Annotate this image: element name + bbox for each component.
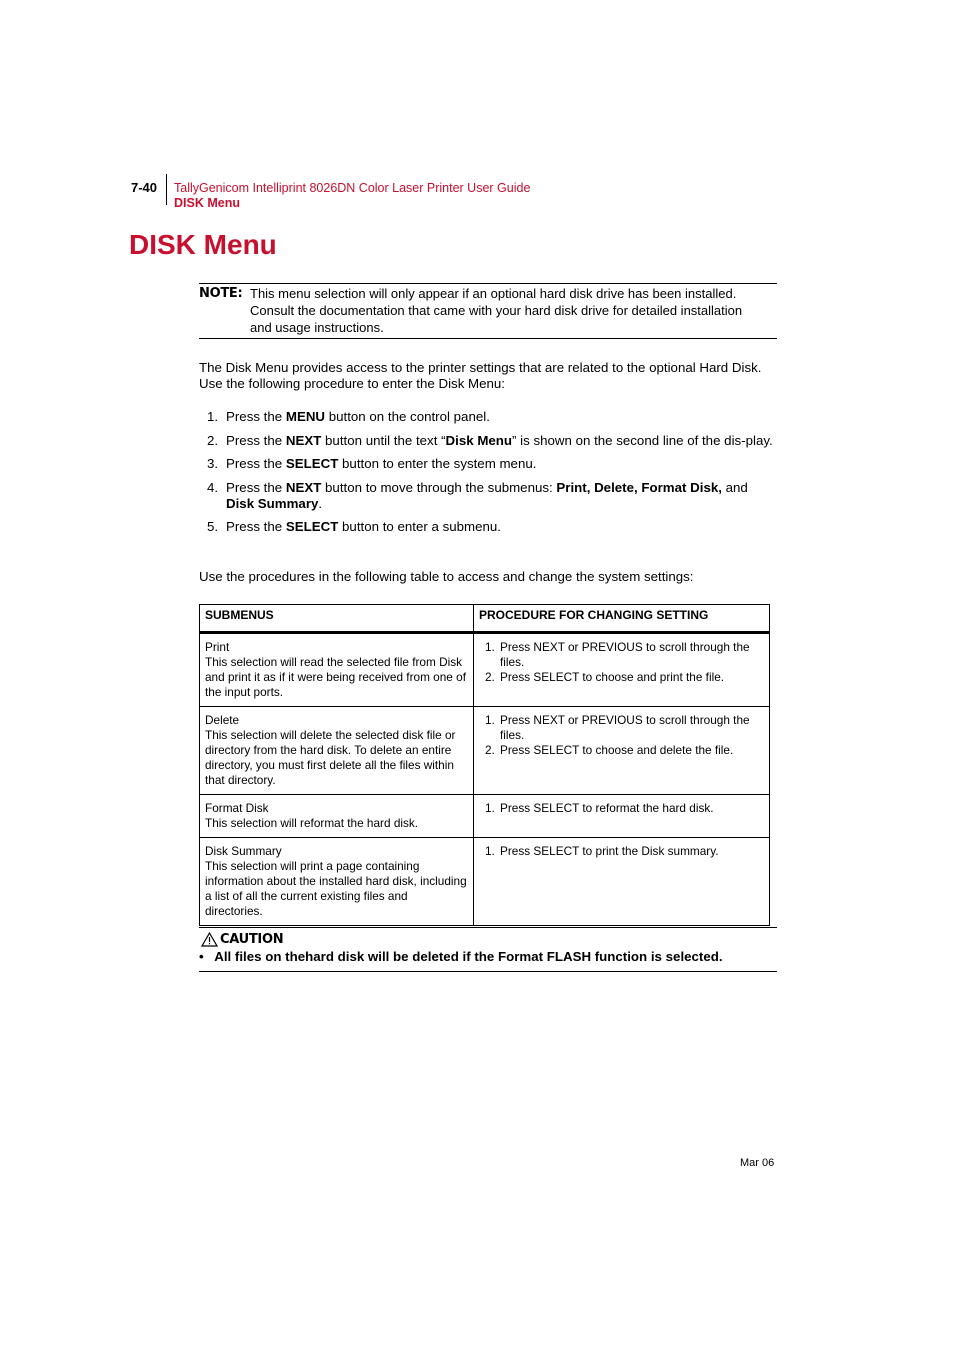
step-text: Press the — [226, 479, 286, 495]
warning-triangle-icon — [201, 932, 218, 947]
caution-message: All files on thehard disk will be deleted if the Format FLASH function is selected. — [214, 949, 723, 964]
procedure-cell — [474, 795, 770, 838]
procedure-step-number: 1. — [485, 713, 495, 727]
header-divider — [166, 174, 167, 205]
procedure-list — [485, 713, 763, 758]
step-item — [199, 433, 779, 449]
procedure-step-text: Press SELECT to choose and print the file. — [500, 670, 725, 684]
step-item — [199, 480, 779, 512]
procedure-step-text: Press NEXT or PREVIOUS to scroll through the files. — [500, 713, 750, 742]
step-keyword: NEXT — [285, 432, 322, 448]
note-text: This menu selection will only appear if an optional hard disk drive has been installed. Consult the documentation that came with your hard disk drive for detailed installation and usage instructions. — [250, 286, 743, 335]
submenu-description: This selection will reformat the hard disk. — [205, 816, 419, 830]
procedure-step — [485, 670, 763, 685]
caution-bottom-rule — [199, 971, 777, 972]
step-number: 1. — [207, 409, 219, 424]
table-header-procedure: PROCEDURE FOR CHANGING SETTING — [474, 605, 770, 633]
procedure-steps — [199, 409, 779, 543]
submenu-description: This selection will print a page containing information about the installed hard disk, including a list of all the current existing files and directories. — [205, 859, 467, 918]
submenu-name: Disk Summary — [205, 844, 282, 858]
step-text: button to move through the submenus: — [321, 479, 557, 495]
procedure-step — [485, 743, 763, 758]
procedure-list — [485, 844, 763, 859]
caution-bullet: • — [199, 949, 204, 964]
step-item — [199, 456, 779, 472]
procedure-step-text: Press SELECT to print the Disk summary. — [500, 844, 719, 858]
submenu-cell — [200, 838, 474, 926]
submenu-cell — [200, 633, 474, 707]
header-section: DISK Menu — [174, 196, 240, 210]
submenu-description: This selection will read the selected file from Disk and print it as if it were being received from one of the input ports. — [205, 655, 466, 699]
step-keyword: NEXT — [285, 479, 322, 495]
procedure-cell — [474, 633, 770, 707]
submenu-name: Print — [205, 640, 230, 654]
caution-text — [199, 949, 723, 964]
step-text: . — [318, 495, 323, 511]
table-header-submenus: SUBMENUS — [200, 605, 474, 633]
procedure-step-text: Press SELECT to reformat the hard disk. — [500, 801, 714, 815]
step-item — [199, 519, 779, 535]
procedure-step-number: 1. — [485, 640, 495, 654]
table-row — [200, 795, 770, 838]
step-text: Press the — [226, 519, 286, 534]
procedure-step — [485, 844, 763, 859]
procedure-step-number: 1. — [485, 801, 495, 815]
step-text: button to enter the system menu. — [338, 456, 537, 471]
table-header-row — [200, 605, 770, 633]
caution-top-rule — [199, 927, 777, 928]
procedure-step-text: Press SELECT to choose and delete the file. — [500, 743, 734, 757]
table-row — [200, 707, 770, 795]
step-text: button until the text “ — [321, 432, 446, 448]
step-text: Press the — [226, 432, 286, 448]
note-label: NOTE: — [199, 286, 243, 301]
procedure-list — [485, 801, 763, 816]
procedure-step — [485, 640, 763, 670]
caution-heading — [201, 932, 283, 947]
procedure-cell — [474, 707, 770, 795]
step-text: button to enter a submenu. — [338, 519, 501, 534]
guide-title: TallyGenicom Intelliprint 8026DN Color Laser Printer User Guide — [174, 181, 531, 195]
submenu-description: This selection will delete the selected disk file or directory from the hard disk. To delete an entire directory, you must first delete all the files within that directory. — [205, 728, 456, 787]
procedure-step — [485, 713, 763, 743]
submenu-name: Format Disk — [205, 801, 269, 815]
note-bottom-rule — [199, 338, 777, 339]
submenu-cell — [200, 795, 474, 838]
procedure-list — [485, 640, 763, 685]
footer-date: Mar 06 — [740, 1157, 775, 1169]
step-keyword: Disk Summary — [226, 495, 319, 511]
step-keyword: MENU — [285, 409, 326, 424]
table-row — [200, 633, 770, 707]
step-text: Press the — [226, 456, 286, 471]
procedure-step-number: 2. — [485, 670, 495, 684]
step-text: ” is shown on the second line of the dis-play. — [512, 432, 773, 448]
step-item — [199, 409, 779, 425]
step-keyword: SELECT — [285, 519, 339, 534]
step-number: 4. — [207, 479, 219, 495]
step-number: 2. — [207, 432, 219, 448]
caution-label: CAUTION — [220, 932, 284, 947]
procedure-cell — [474, 838, 770, 926]
step-keyword: Print, Delete, Format Disk, — [556, 479, 722, 495]
table-row — [200, 838, 770, 926]
step-number: 5. — [207, 519, 219, 534]
procedure-step-number: 2. — [485, 743, 495, 757]
submenu-cell — [200, 707, 474, 795]
procedure-step — [485, 801, 763, 816]
step-number: 3. — [207, 456, 219, 471]
page-number: 7-40 — [131, 180, 158, 195]
note-top-rule — [199, 283, 777, 284]
submenu-table — [199, 604, 770, 926]
step-keyword: SELECT — [285, 456, 339, 471]
step-text: and — [721, 479, 748, 495]
step-text: Press the — [226, 409, 286, 424]
page-title: DISK Menu — [129, 229, 277, 260]
procedure-step-number: 1. — [485, 844, 495, 858]
submenu-name: Delete — [205, 713, 240, 727]
table-intro: Use the procedures in the following table to access and change the system settings: — [199, 569, 694, 584]
procedure-step-text: Press NEXT or PREVIOUS to scroll through the files. — [500, 640, 750, 669]
step-text: button on the control panel. — [325, 409, 490, 424]
step-keyword: Disk Menu — [445, 432, 513, 448]
intro-paragraph: The Disk Menu provides access to the printer settings that are related to the optional Hard Disk. Use the following procedure to enter the Disk Menu: — [199, 360, 762, 391]
